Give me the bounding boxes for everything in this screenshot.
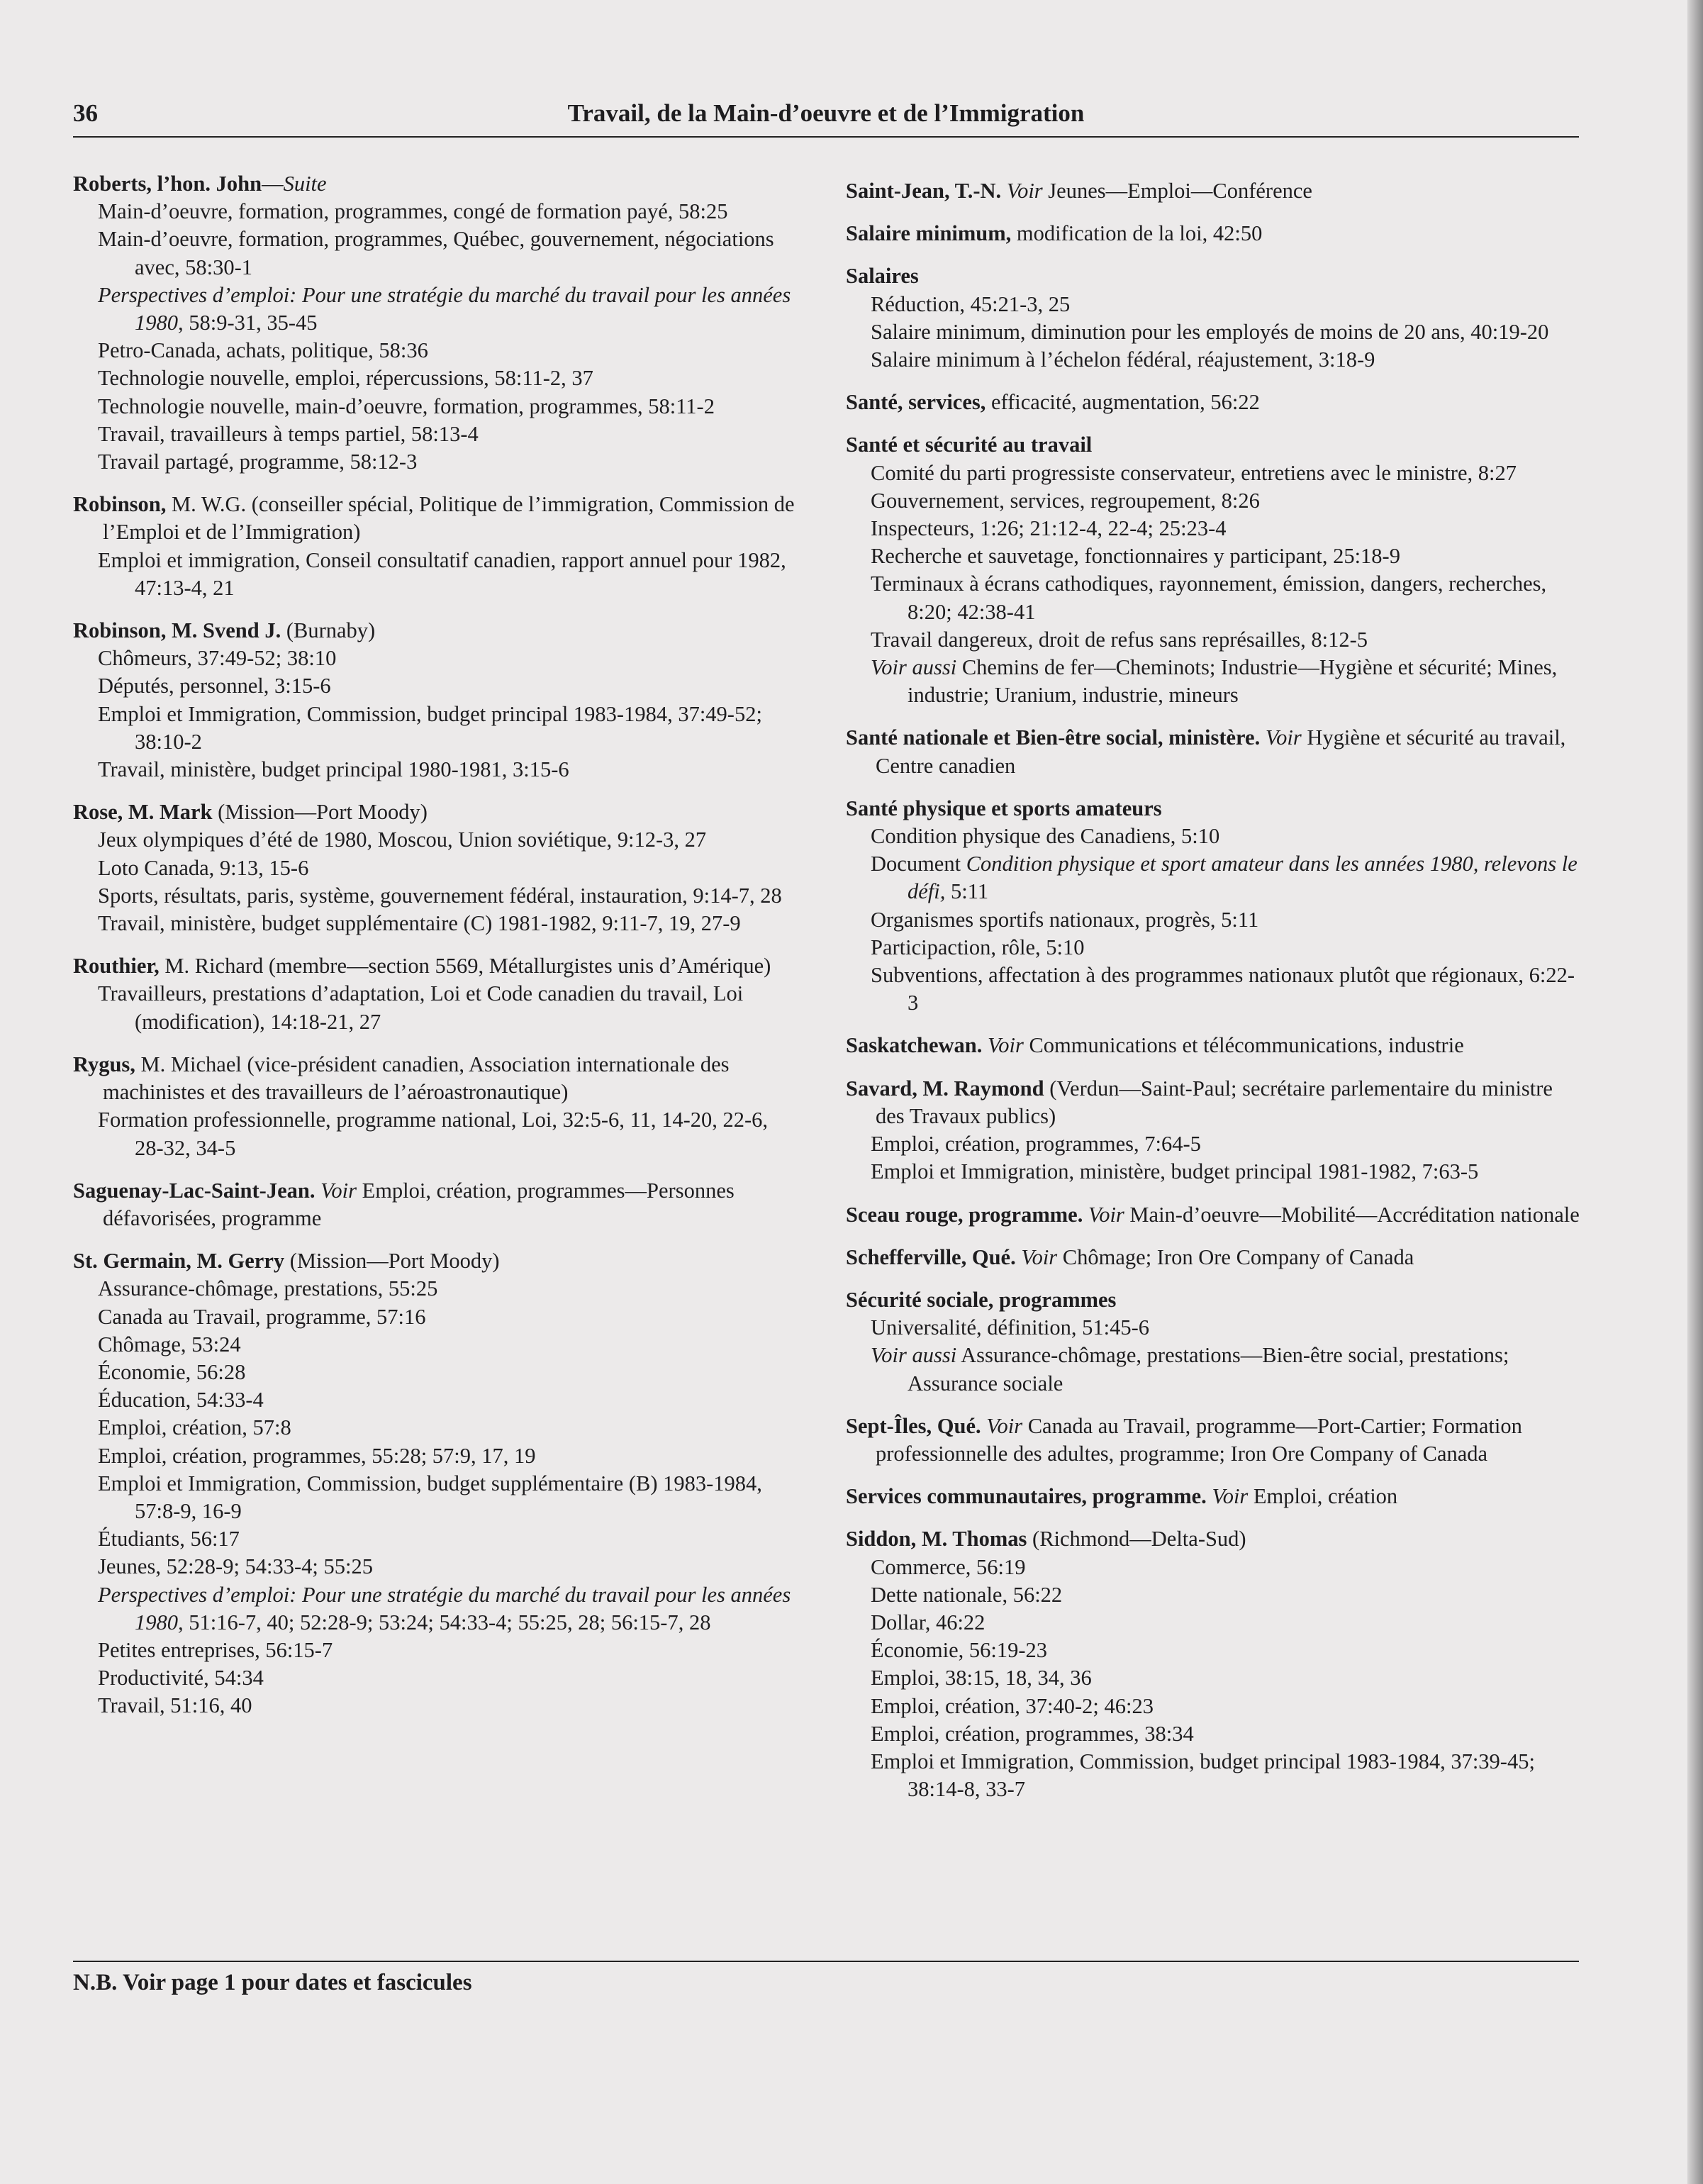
subentry [73,1692,796,1720]
text-run: Technologie nouvelle, main-d’oeuvre, formation, programmes, 58:11-2 [98,394,715,418]
text-run: Travail, ministère, budget principal 1980-1981, 3:15-6 [98,757,569,782]
text-run: Condition physique des Canadiens, 5:10 [871,824,1220,849]
text-run: Jeunes, 52:28-9; 54:33-4; 55:25 [98,1554,373,1579]
text-run: Assurance-chômage, prestations, 55:25 [98,1276,438,1301]
index-entry [73,1177,796,1232]
text-run: Petro-Canada, achats, politique, 58:36 [98,338,428,363]
index-entry [846,1201,1583,1229]
text-run: Santé physique et sports amateurs [846,796,1162,820]
text-run: Schefferville, Qué. [846,1244,1016,1269]
text-run: Voir [320,1178,357,1203]
text-run: Main-d’oeuvre, formation, programmes, congé de formation payé, 58:25 [98,199,728,224]
text-run: — [262,172,284,196]
text-run: Emploi et Immigration, Commission, budget supplémentaire (B) 1983-1984, 57:8-9, 16-9 [98,1471,762,1523]
subentry [73,756,796,784]
text-run: Chômage, 53:24 [98,1332,241,1356]
text-run: Universalité, définition, 51:45-6 [871,1315,1150,1340]
subentry [73,1359,796,1386]
text-run: Voir [987,1033,1024,1058]
text-run: Emploi, création, programmes—Personnes défavorisées, programme [103,1178,735,1230]
subentry [846,1609,1583,1637]
subentry [73,826,796,854]
subentry [73,672,796,700]
text-run [1083,1203,1088,1227]
text-run: Roberts, l’hon. John [73,172,262,196]
entry-heading [73,170,796,198]
index-entry [73,491,796,602]
subentry [73,1525,796,1553]
text-run: Organismes sportifs nationaux, progrès, 5:11 [871,907,1259,932]
subentry [846,291,1583,318]
text-run: Participaction, rôle, 5:10 [871,935,1085,959]
entry-heading [846,1244,1583,1271]
text-run [1001,179,1007,203]
text-run: (Verdun—Saint-Paul; secrétaire parlementaire du ministre des Travaux publics) [876,1076,1553,1128]
text-run: Jeunes—Emploi—Conférence [1042,179,1312,203]
index-entry [846,1244,1583,1271]
index-entry [846,1525,1583,1803]
text-run: Recherche et sauvetage, fonctionnaires y participant, 25:18-9 [871,544,1400,569]
subentry [846,1554,1583,1581]
index-entry [846,1032,1583,1059]
subentry [846,570,1583,625]
entry-heading [846,262,1583,290]
subentry [73,337,796,364]
subentry [73,364,796,392]
text-run: Voir aussi [871,1343,957,1368]
index-entry [846,220,1583,247]
text-run: Chômage; Iron Ore Company of Canada [1057,1244,1414,1269]
text-run: Canada au Travail, programme—Port-Cartier; Formation professionnelle des adultes, programme; Iron Ore Company of Canada [876,1413,1522,1466]
text-run: (Mission—Port Moody) [284,1249,500,1274]
entry-heading [846,724,1583,779]
text-run: Petites entreprises, 56:15-7 [98,1637,333,1662]
text-run: Sécurité sociale, programmes [846,1287,1117,1312]
index-entry [846,389,1583,416]
subentry [73,282,796,337]
text-run: Comité du parti progressiste conservateur, entretiens avec le ministre, 8:27 [871,460,1517,485]
text-run: Chemins de fer—Cheminots; Industrie—Hygiène et sécurité; Mines, industrie; Uranium, industrie, mineurs [908,655,1558,708]
entry-heading [73,617,796,645]
binding-edge [1687,0,1703,2184]
text-run: Emploi et immigration, Conseil consultatif canadien, rapport annuel pour 1982, 47:13-4, 21 [98,547,786,600]
text-run: Hygiène et sécurité au travail, Centre canadien [876,725,1566,778]
text-run: Chômeurs, 37:49-52; 38:10 [98,646,337,671]
text-run: Emploi, création, programmes, 38:34 [871,1721,1194,1746]
text-run: Condition physique et sport amateur dans les années 1980, relevons le défi, [908,852,1578,904]
index-entry [846,1413,1583,1468]
text-run: Jeux olympiques d’été de 1980, Moscou, Union soviétique, 9:12-3, 27 [98,828,707,852]
text-run: Emploi, création [1248,1484,1398,1509]
subentry [846,1720,1583,1748]
index-entry [846,795,1583,1018]
text-run: Sept-Îles, Qué. [846,1413,981,1438]
subentry [846,1581,1583,1609]
subentry [73,547,796,602]
entry-heading [846,389,1583,416]
subentry [73,1470,796,1525]
subentry [73,1386,796,1414]
text-run: Productivité, 54:34 [98,1666,264,1690]
text-run: Main-d’oeuvre, formation, programmes, Québec, gouvernement, négociations avec, 58:30-1 [98,227,774,279]
subentry [846,823,1583,850]
text-run: Travail, travailleurs à temps partiel, 58:13-4 [98,421,479,446]
text-run: Main-d’oeuvre—Mobilité—Accréditation nationale [1124,1202,1580,1227]
entry-heading [73,952,796,980]
subentry [73,1275,796,1303]
index-entry [73,1247,796,1720]
text-run: Travail dangereux, droit de refus sans représailles, 8:12-5 [871,627,1368,652]
index-entry [846,724,1583,779]
text-run: Saskatchewan. [846,1033,983,1058]
text-run: Robinson, [73,492,167,517]
text-run: 58:9-31, 35-45 [183,311,318,335]
subentry [73,198,796,225]
text-run: Dollar, 46:22 [871,1610,985,1634]
subentry [73,420,796,448]
right-index-column [846,177,1583,1818]
entry-heading [846,795,1583,823]
text-run: Assurance-chômage, prestations—Bien-être social, prestations; Assurance sociale [908,1343,1509,1395]
subentry [846,1130,1583,1158]
text-run: Terminaux à écrans cathodiques, rayonnement, émission, dangers, recherches, 8:20; 42:38-41 [871,572,1547,624]
text-run: M. W.G. (conseiller spécial, Politique de l’immigration, Commission de l’Emploi et de l’Immigration) [103,492,795,545]
subentry [846,906,1583,934]
subentry [73,1664,796,1692]
entry-heading [846,1413,1583,1468]
page-header [73,99,1579,136]
subentry [846,515,1583,542]
index-entry [73,952,796,1036]
text-run: Formation professionnelle, programme national, Loi, 32:5-6, 11, 14-20, 22-6, 28-32, 34-5 [98,1108,769,1160]
subentry [73,645,796,672]
subentry [73,1106,796,1161]
page-number: 36 [73,99,98,127]
subentry [846,1693,1583,1720]
footer-note: N.B. Voir page 1 pour dates et fascicules [73,1970,472,1995]
entry-heading [846,1075,1583,1130]
subentry [73,225,796,281]
text-run: Commerce, 56:19 [871,1554,1026,1579]
subentry [846,1664,1583,1692]
index-entry [73,170,796,476]
text-run: Document [871,852,966,876]
subentry [846,1637,1583,1664]
text-run: Inspecteurs, 1:26; 21:12-4, 22-4; 25:23-4 [871,516,1227,541]
subentry [73,1442,796,1470]
left-index-column [73,170,796,1735]
subentry [73,1331,796,1359]
index-entry [846,177,1583,205]
text-run: modification de la loi, 42:50 [1011,221,1263,246]
entry-heading [846,177,1583,205]
text-run: Travailleurs, prestations d’adaptation, Loi et Code canadien du travail, Loi (modification), 14:18-21, 27 [98,981,744,1034]
text-run: Étudiants, 56:17 [98,1527,240,1551]
text-run: (Richmond—Delta-Sud) [1027,1527,1246,1551]
subentry [846,654,1583,709]
index-entry [846,1075,1583,1186]
subentry [846,1342,1583,1397]
subentry [73,448,796,476]
entry-heading [73,1247,796,1275]
text-run: Technologie nouvelle, emploi, répercussions, 58:11-2, 37 [98,366,593,391]
text-run: Rose, M. Mark [73,800,213,825]
text-run: Sceau rouge, programme. [846,1202,1083,1227]
entry-heading [846,1525,1583,1553]
text-run: Salaire minimum, [846,221,1012,246]
text-run: Canada au Travail, programme, 57:16 [98,1304,426,1329]
text-run: Économie, 56:28 [98,1359,246,1384]
subentry [73,980,796,1035]
text-run: Voir [1265,725,1302,750]
index-entry [846,431,1583,709]
text-run: Voir aussi [871,655,957,680]
subentry [846,934,1583,962]
text-run: Emploi et Immigration, Commission, budget principal 1983-1984, 37:49-52; 38:10-2 [98,701,762,754]
index-entry [73,1051,796,1162]
subentry [73,393,796,420]
text-run: Voir [986,1413,1023,1438]
text-run: Santé et sécurité au travail [846,433,1093,457]
subentry [846,1158,1583,1186]
subentry [73,882,796,910]
entry-heading [846,1201,1583,1229]
index-entry [846,262,1583,374]
subentry [846,542,1583,570]
entry-heading [73,1177,796,1232]
text-run: Routhier, [73,954,160,979]
subentry [846,850,1583,906]
text-run: Savard, M. Raymond [846,1076,1044,1101]
text-run: Santé, services, [846,390,986,415]
text-run: Rygus, [73,1052,135,1076]
subentry [846,346,1583,374]
text-run: Loto Canada, 9:13, 15-6 [98,855,309,880]
text-run: (Mission—Port Moody) [212,800,428,825]
text-run: Salaire minimum, diminution pour les employés de moins de 20 ans, 40:19-20 [871,319,1549,344]
text-run: Emploi, création, programmes, 7:64-5 [871,1132,1201,1157]
index-entry [846,1483,1583,1510]
text-run: Perspectives d’emploi: Pour une stratégie du marché du travail pour les années 1980, [98,1582,791,1634]
subentry [73,701,796,756]
entry-heading [846,1483,1583,1510]
text-run: Services communautaires, programme. [846,1484,1207,1509]
text-run: Siddon, M. Thomas [846,1527,1027,1551]
subentry [846,487,1583,515]
text-run: Économie, 56:19-23 [871,1638,1048,1663]
text-run: Emploi, création, 57:8 [98,1415,291,1440]
subentry [846,1314,1583,1342]
entry-heading [73,491,796,546]
text-run: M. Michael (vice-président canadien, Association internationale des machinistes et des travailleurs de l’aéroastronautique) [103,1052,730,1105]
text-run: Travail, 51:16, 40 [98,1693,252,1718]
text-run: Perspectives d’emploi: Pour une stratégie du marché du travail pour les années 1980, [98,282,791,335]
entry-heading [73,798,796,826]
text-run: Emploi et Immigration, ministère, budget principal 1981-1982, 7:63-5 [871,1159,1479,1184]
footer-rule [73,1961,1579,1962]
text-run: Suite [283,172,327,196]
subentry [73,1553,796,1581]
text-run: Emploi et Immigration, Commission, budget principal 1983-1984, 37:39-45; 38:14-8, 33-7 [871,1749,1535,1802]
text-run: Dette nationale, 56:22 [871,1582,1063,1607]
text-run: Travail, ministère, budget supplémentaire (C) 1981-1982, 9:11-7, 19, 27-9 [98,911,741,936]
header-rule [73,136,1579,138]
text-run: Voir [1021,1244,1058,1269]
text-run: M. Richard (membre—section 5569, Métallurgistes unis d’Amérique) [159,954,771,979]
text-run [315,1179,320,1203]
text-run: Robinson, M. Svend J. [73,618,281,643]
text-run: (Burnaby) [281,618,376,643]
text-run: Salaire minimum à l’échelon fédéral, réajustement, 3:18-9 [871,347,1375,372]
text-run: Réduction, 45:21-3, 25 [871,291,1071,316]
subentry [846,318,1583,346]
text-run: St. Germain, M. Gerry [73,1249,285,1274]
text-run: Gouvernement, services, regroupement, 8:26 [871,488,1260,513]
entry-heading [846,1286,1583,1314]
entry-heading [846,1032,1583,1059]
text-run: Communications et télécommunications, industrie [1023,1033,1464,1058]
text-run [982,1033,988,1057]
subentry [846,962,1583,1017]
text-run: Santé nationale et Bien-être social, ministère. [846,725,1261,750]
subentry [73,1414,796,1442]
text-run: Voir [1088,1202,1124,1227]
index-entry [73,798,796,937]
text-run: Emploi, 38:15, 18, 34, 36 [871,1666,1092,1690]
text-run: Emploi, création, 37:40-2; 46:23 [871,1693,1154,1718]
text-run: Saint-Jean, T.-N. [846,179,1002,203]
text-run: Députés, personnel, 3:15-6 [98,674,331,698]
text-run: Saguenay-Lac-Saint-Jean. [73,1178,316,1203]
entry-heading [73,1051,796,1106]
text-run: Travail partagé, programme, 58:12-3 [98,450,418,474]
subentry [73,1303,796,1331]
subentry [73,854,796,882]
entry-heading [846,220,1583,247]
text-run: Voir [1212,1484,1249,1509]
text-run: Voir [1006,179,1043,203]
subentry [73,1581,796,1637]
text-run: Subventions, affectation à des programmes nationaux plutôt que régionaux, 6:22-3 [871,963,1575,1015]
subentry [73,1637,796,1664]
subentry [73,910,796,937]
text-run [1260,725,1266,750]
text-run: Emploi, création, programmes, 55:28; 57:9, 17, 19 [98,1443,536,1468]
subentry [846,1748,1583,1803]
text-run: Éducation, 54:33-4 [98,1388,264,1413]
index-entry [846,1286,1583,1398]
entry-heading [846,431,1583,459]
index-entry [73,617,796,784]
subentry [846,459,1583,487]
text-run: 5:11 [945,879,989,904]
text-run: Sports, résultats, paris, système, gouvernement fédéral, instauration, 9:14-7, 28 [98,883,782,908]
running-title: Travail, de la Main-d’oeuvre et de l’Immigration [567,99,1085,127]
text-run: efficacité, augmentation, 56:22 [985,390,1260,415]
subentry [846,626,1583,654]
text-run: 51:16-7, 40; 52:28-9; 53:24; 54:33-4; 55:25, 28; 56:15-7, 28 [183,1610,711,1634]
text-run: Salaires [846,264,919,289]
